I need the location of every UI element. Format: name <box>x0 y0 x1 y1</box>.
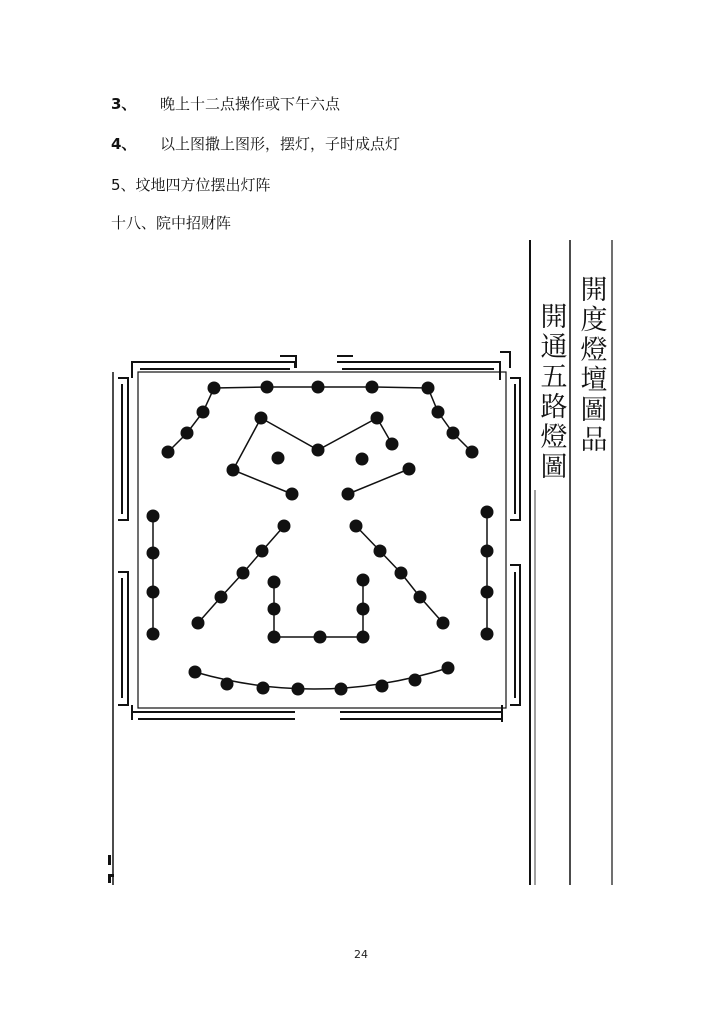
lamp-connecting-lines <box>153 387 487 689</box>
meander-frame <box>118 352 520 722</box>
page-number: 24 <box>354 948 368 961</box>
diagram-title-left: 開通五路燈圖 <box>535 302 567 482</box>
list-number-3: 3、 <box>111 95 137 113</box>
list-number-4: 4、 <box>111 135 137 153</box>
list-text-3: 晚上十二点操作或下午六点 <box>160 95 341 113</box>
diagram-title-right: 開度燈壇圖品 <box>575 275 607 455</box>
section-heading: 十八、院中招财阵 <box>111 214 232 232</box>
list-text-4: 以上图撒上图形，摆灯，子时成点灯 <box>160 135 401 153</box>
list-item-5: 5、坟地四方位摆出灯阵 <box>111 176 271 194</box>
lamp-dots <box>147 381 494 696</box>
